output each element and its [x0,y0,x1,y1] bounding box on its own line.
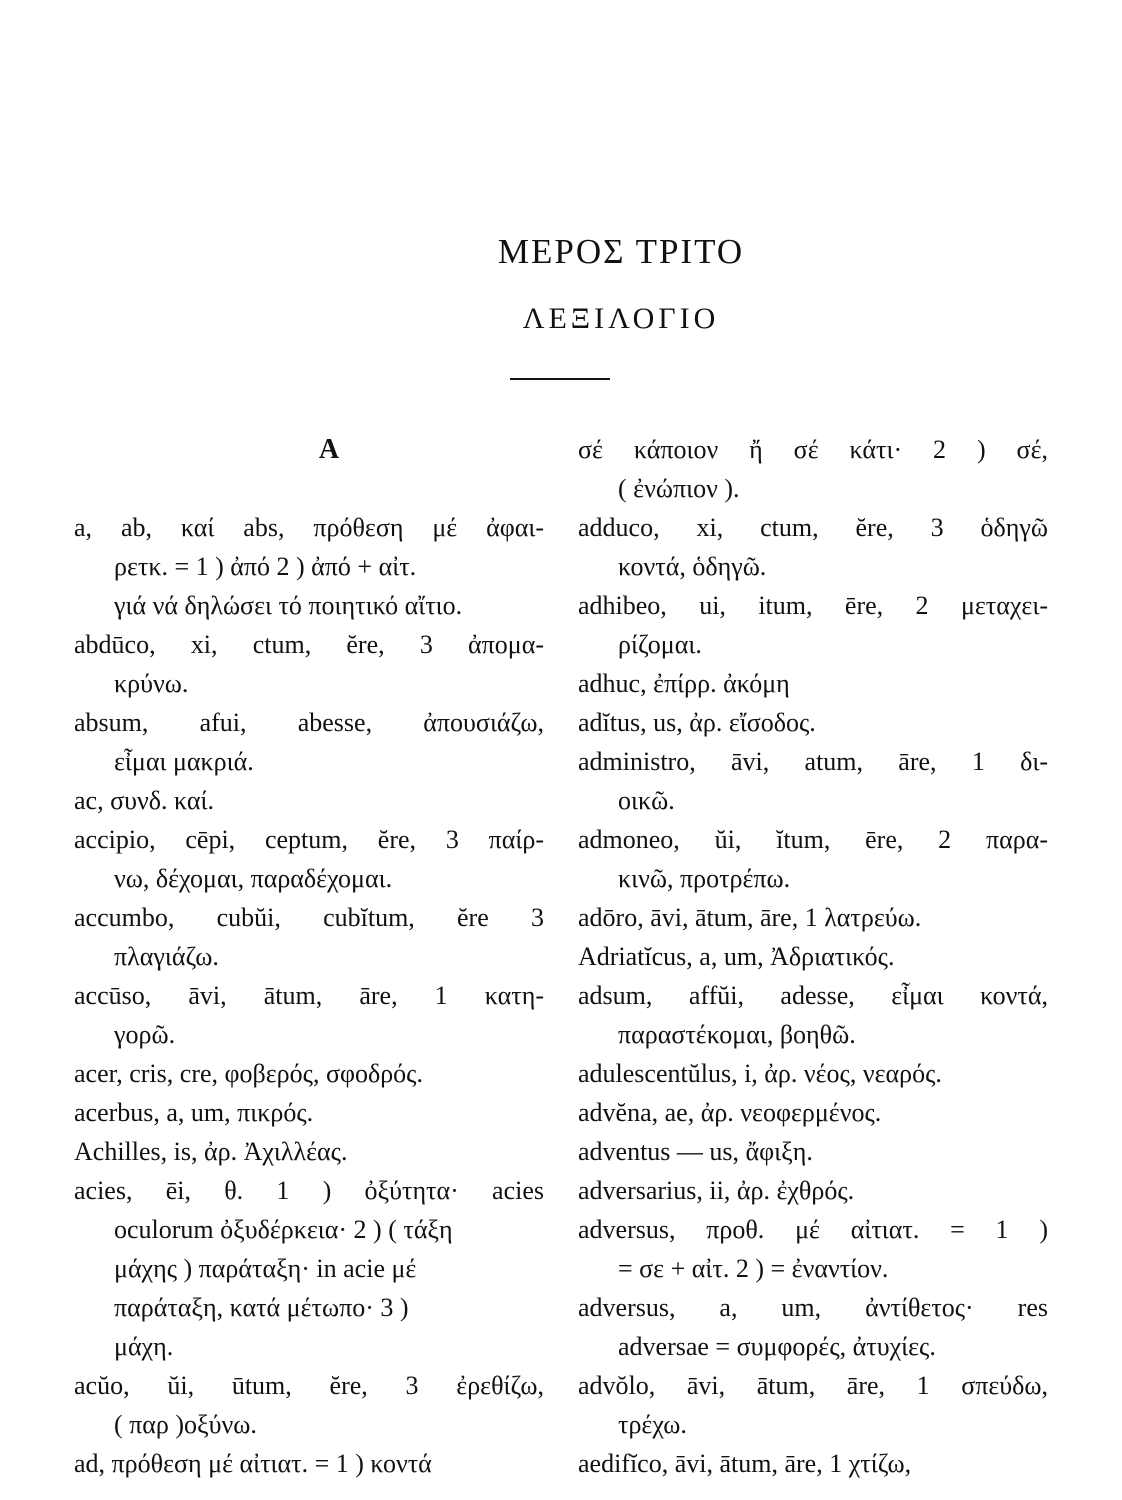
entry-continuation-line: ( παρ )οξύνω. [114,1410,257,1439]
entry-continuation-line: = σε + αἰτ. 2 ) = ἐναντίον. [618,1254,889,1283]
left-column [74,430,544,1483]
entry-continuation-line: κινῶ, προτρέπω. [618,864,791,893]
dictionary-entry [578,586,1048,664]
entry-headword-line: adsum, affŭi, adesse, εἶμαι κοντά, [578,981,1048,1010]
dictionary-entry [578,1366,1048,1444]
entry-continuation-line: νω, δέχομαι, παραδέχομαι. [114,864,393,893]
entry-headword-line: aedifĭco, āvi, ātum, āre, 1 χτίζω, [578,1449,912,1478]
entry-headword-line: adĭtus, us, ἀρ. εἴσοδος. [578,708,816,737]
dictionary-entry [74,1093,544,1132]
dictionary-entry [578,898,1048,937]
entry-continuation-line: παράταξη, κατά μέτωπο· 3 ) [114,1293,409,1322]
dictionary-entry [578,430,1048,508]
title-divider [510,378,610,380]
entry-headword-line: adversarius, ii, ἀρ. ἐχθρός. [578,1176,855,1205]
entry-continuation-line: μάχη. [114,1332,174,1361]
entry-continuation-line: πλαγιάζω. [114,942,219,971]
entry-headword-line: adduco, xi, ctum, ĕre, 3 ὁδηγῶ [578,513,1048,542]
dictionary-entry [74,1132,544,1171]
entry-headword-line: adventus — us, ἄφιξη. [578,1137,813,1166]
entry-continuation-line: τρέχω. [618,1410,687,1439]
entry-headword-line: a, ab, καί abs, πρόθεση μέ ἀφαι- [74,513,544,542]
left-entry-list [74,508,544,1483]
entry-headword-line: acies, ēi, θ. 1 ) ὀξύτητα· acies [74,1176,544,1205]
right-entry-list [578,430,1048,1483]
dictionary-entry [578,1093,1048,1132]
dictionary-entry [578,820,1048,898]
dictionary-entry [578,937,1048,976]
entry-headword-line: adversus, a, um, ἀντίθετος· res [578,1293,1048,1322]
dictionary-entry [74,781,544,820]
entry-headword-line: σέ κάποιον ἤ σέ κάτι· 2 ) σέ, [578,435,1048,464]
entry-headword-line: adōro, āvi, ātum, āre, 1 λατρεύω. [578,903,922,932]
dictionary-entry [74,1171,544,1366]
entry-headword-line: acer, cris, cre, φοβερός, σφοδρός. [74,1059,423,1088]
dictionary-entry [74,1366,544,1444]
entry-headword-line: adversus, προθ. μέ αἰτιατ. = 1 ) [578,1215,1048,1244]
entry-headword-line: absum, afui, abesse, ἀπουσιάζω, [74,708,544,737]
dictionary-entry [578,1288,1048,1366]
entry-continuation-line: γιά νά δηλώσει τό ποιητικό αἴτιο. [114,591,463,620]
dictionary-entry [578,508,1048,586]
entry-headword-line: adhuc, ἐπίρρ. ἀκόμη [578,669,790,698]
entry-headword-line: accūso, āvi, ātum, āre, 1 κατη- [74,981,544,1010]
dictionary-entry [578,1132,1048,1171]
entry-headword-line: acerbus, a, um, πικρός. [74,1098,314,1127]
entry-continuation-line: παραστέκομαι, βοηθῶ. [618,1020,856,1049]
page-title: ΜΕΡΟΣ ΤΡΙΤΟ [497,232,745,271]
dictionary-entry [74,703,544,781]
entry-headword-line: acŭo, ŭi, ūtum, ĕre, 3 ἐρεθίζω, [74,1371,544,1400]
dictionary-entry [74,1054,544,1093]
entry-continuation-line: ρίζομαι. [618,630,702,659]
entry-headword-line: accipio, cēpi, ceptum, ĕre, 3 παίρ- [74,825,544,854]
entry-headword-line: Achilles, is, ἀρ. Ἀχιλλέας. [74,1137,348,1166]
dictionary-entry [74,1444,544,1483]
dictionary-entry [578,1054,1048,1093]
entry-headword-line: accumbo, cubŭi, cubĭtum, ĕre 3 [74,903,544,932]
entry-headword-line: ad, πρόθεση μέ αἰτιατ. = 1 ) κοντά [74,1449,432,1478]
entry-continuation-line: ρετκ. = 1 ) ἀπό 2 ) ἀπό + αἰτ. [114,552,417,581]
entry-headword-line: admoneo, ŭi, ĭtum, ēre, 2 παρα- [578,825,1048,854]
entry-continuation-line: οικῶ. [618,786,675,815]
dictionary-entry [74,820,544,898]
dictionary-entry [578,703,1048,742]
entry-headword-line: advĕna, ae, ἀρ. νεοφερμένος. [578,1098,882,1127]
entry-continuation-line: adversae = συμφορές, ἀτυχίες. [618,1332,936,1361]
entry-headword-line: advŏlo, āvi, ātum, āre, 1 σπεύδω, [578,1371,1048,1400]
dictionary-entry [578,664,1048,703]
dictionary-entry [578,1210,1048,1288]
dictionary-entry [74,898,544,976]
dictionary-entry [578,742,1048,820]
entry-headword-line: adulescentŭlus, i, ἀρ. νέος, νεαρός. [578,1059,942,1088]
section-letter: A [318,434,340,465]
entry-headword-line: Adriatĭcus, a, um, Ἀδριατικός. [578,942,895,971]
entry-continuation-line: oculorum ὀξυδέρκεια· 2 ) ( τάξη [114,1215,453,1244]
entry-headword-line: ac, συνδ. καί. [74,786,214,815]
dictionary-entry [578,1171,1048,1210]
dictionary-entry [74,508,544,625]
entry-headword-line: abdūco, xi, ctum, ĕre, 3 ἀπομα- [74,630,544,659]
entry-headword-line: administro, āvi, atum, āre, 1 δι- [578,747,1048,776]
page-subtitle: ΛΕΞΙΛΟΓΙΟ [522,302,720,335]
entry-continuation-line: ( ἐνώπιον ). [618,474,740,503]
dictionary-entry [578,1444,1048,1483]
entry-continuation-line: μάχης ) παράταξη· in acie μέ [114,1254,417,1283]
right-column [578,430,1048,1483]
dictionary-entry [74,976,544,1054]
entry-headword-line: adhibeo, ui, itum, ēre, 2 μεταχει- [578,591,1048,620]
dictionary-entry [74,625,544,703]
dictionary-entry [578,976,1048,1054]
entry-continuation-line: κοντά, ὁδηγῶ. [618,552,767,581]
entry-continuation-line: γορῶ. [114,1020,176,1049]
entry-continuation-line: κρύνω. [114,669,189,698]
entry-continuation-line: εἶμαι μακριά. [114,747,254,776]
